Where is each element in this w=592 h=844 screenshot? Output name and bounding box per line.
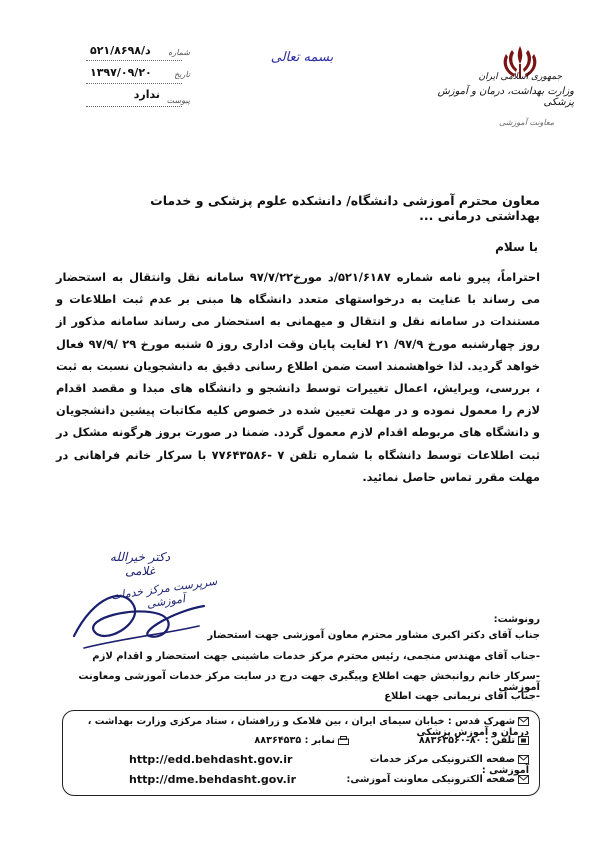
footer-fax [229, 735, 349, 746]
phone-value: ۸۸۳۶۳۵۶۰ [418, 735, 466, 746]
ref-attachment-label: پیوست [166, 96, 190, 105]
ref-attachment: ندارد [133, 88, 160, 101]
addressee: معاون محترم آموزشی دانشگاه/ دانشکده علوم پزشکی و خدمات بهداشتی درمانی ... [150, 193, 540, 223]
fax-icon [338, 736, 349, 745]
ref-number-label: شماره [168, 48, 190, 57]
letter-body: احتراماً، پیرو نامه شماره ۵۲۱/۶۱۸۷/د مورخ۹۷/۷/۲۲ سامانه نقل وانتقال به استحضار می رساند با عنایت به درخواستهای متعدد دانشگاه ها مبنی بر عدم ثبت اطلاعات و مستندات در سامانه نقل و انتقال و میهمانی به استحضار می رساند سامانه مذکور از روز چهارشنبه مورخ ۹۷/۹/ ۲۱ لغایت پایان وقت اداری روز ۵ شنبه مورخ ۲۹ /۹۷/۹ فعال خواهد گردید. لذا خواهشمند است ضمن اطلاع رسانی دقیق به دانشجویان نسبت به ثبت ، بررسی، ویرایش، اعمال تغییرات توسط دانشجو و دانشگاه های مبدا و مقصد اقدام لازم را معمول نموده و در مهلت تعیین شده در خصوص کلیه مکاتبات پیشین دانشجویان و دانشگاه های مربوطه اقدام لازم معمول گردد. ضمنا در صورت بروز هرگونه مشکل در ثبت اطلاعات توسط دانشگاه با شماره تلفن ۷ -۷۷۶۴۳۵۸۶ با سرکار خانم فراهانی در مهلت مقرر تماس حاصل نمائید. [56, 270, 541, 484]
invocation: بسمه تعالی [270, 50, 334, 65]
footer-site1-label [339, 754, 529, 776]
ministry-line-2: وزارت بهداشت، درمان و آموزش پزشکی [437, 86, 574, 108]
ref-date-label: تاریخ [174, 70, 190, 79]
ref-date-line [86, 83, 182, 84]
fax-label: نمابر : [301, 735, 335, 746]
ministry-line-3: معاونت آموزشی [499, 118, 554, 127]
phone-label: تلفن : ۸۰- [465, 735, 515, 746]
cc-item: -جناب آقای نریمانی جهت اطلاع [384, 691, 540, 702]
phone-icon [518, 736, 529, 745]
cc-item: -سرکار خانم روانبخش جهت اطلاع وپیگیری جهت درج در سایت مرکز خدمات آموزشی ومعاونت آموزشی [78, 671, 540, 693]
envelope-icon [518, 775, 529, 784]
fax-value: ۸۸۳۶۴۵۳۵ [254, 735, 302, 746]
signature-scribble [64, 576, 214, 656]
site1-label-text: صفحه الکترونیکی مرکز خدمات آموزشی : [369, 754, 529, 776]
footer-site2-label [339, 774, 529, 785]
ministry-line-1: جمهوری اسلامی ایران [478, 72, 562, 82]
signature-name: دکتر خیرالله غلامی [109, 550, 171, 578]
site2-link[interactable]: http://dme.behdasht.gov.ir [129, 773, 296, 786]
footer-box [62, 710, 540, 796]
ref-attachment-line [86, 106, 182, 107]
envelope-icon [518, 717, 529, 726]
ref-number: د/۵۲۱/۸۶۹۸ [90, 44, 151, 57]
envelope-icon [518, 755, 529, 764]
cc-item: جناب آقای دکتر اکبری مشاور محترم معاون آموزشی جهت استحضار [207, 630, 540, 641]
ref-number-line [86, 60, 182, 61]
footer-address-text: شهرک قدس : خیابان سیمای ایران ، بین فلامک و زرافشان ، ستاد مرکزی وزارت بهداشت ، درمان و آموزش پزشکی [87, 716, 529, 738]
cc-item: -جناب آقای مهندس منجمی، رئیس محترم مرکز خدمات ماشینی جهت استحضار و اقدام لازم [92, 651, 540, 662]
site1-link[interactable]: http://edd.behdasht.gov.ir [129, 753, 293, 766]
footer-phone [359, 735, 529, 746]
cc-heading: رونوشت: [493, 614, 540, 625]
site2-label-text: صفحه الکترونیکی معاونت آموزشی: [346, 774, 515, 785]
ref-date: ۱۳۹۷/۰۹/۲۰ [90, 66, 152, 79]
salutation: با سلام [495, 240, 538, 254]
signature-title: سرپرست مرکز خدمات آموزشی [110, 574, 218, 611]
